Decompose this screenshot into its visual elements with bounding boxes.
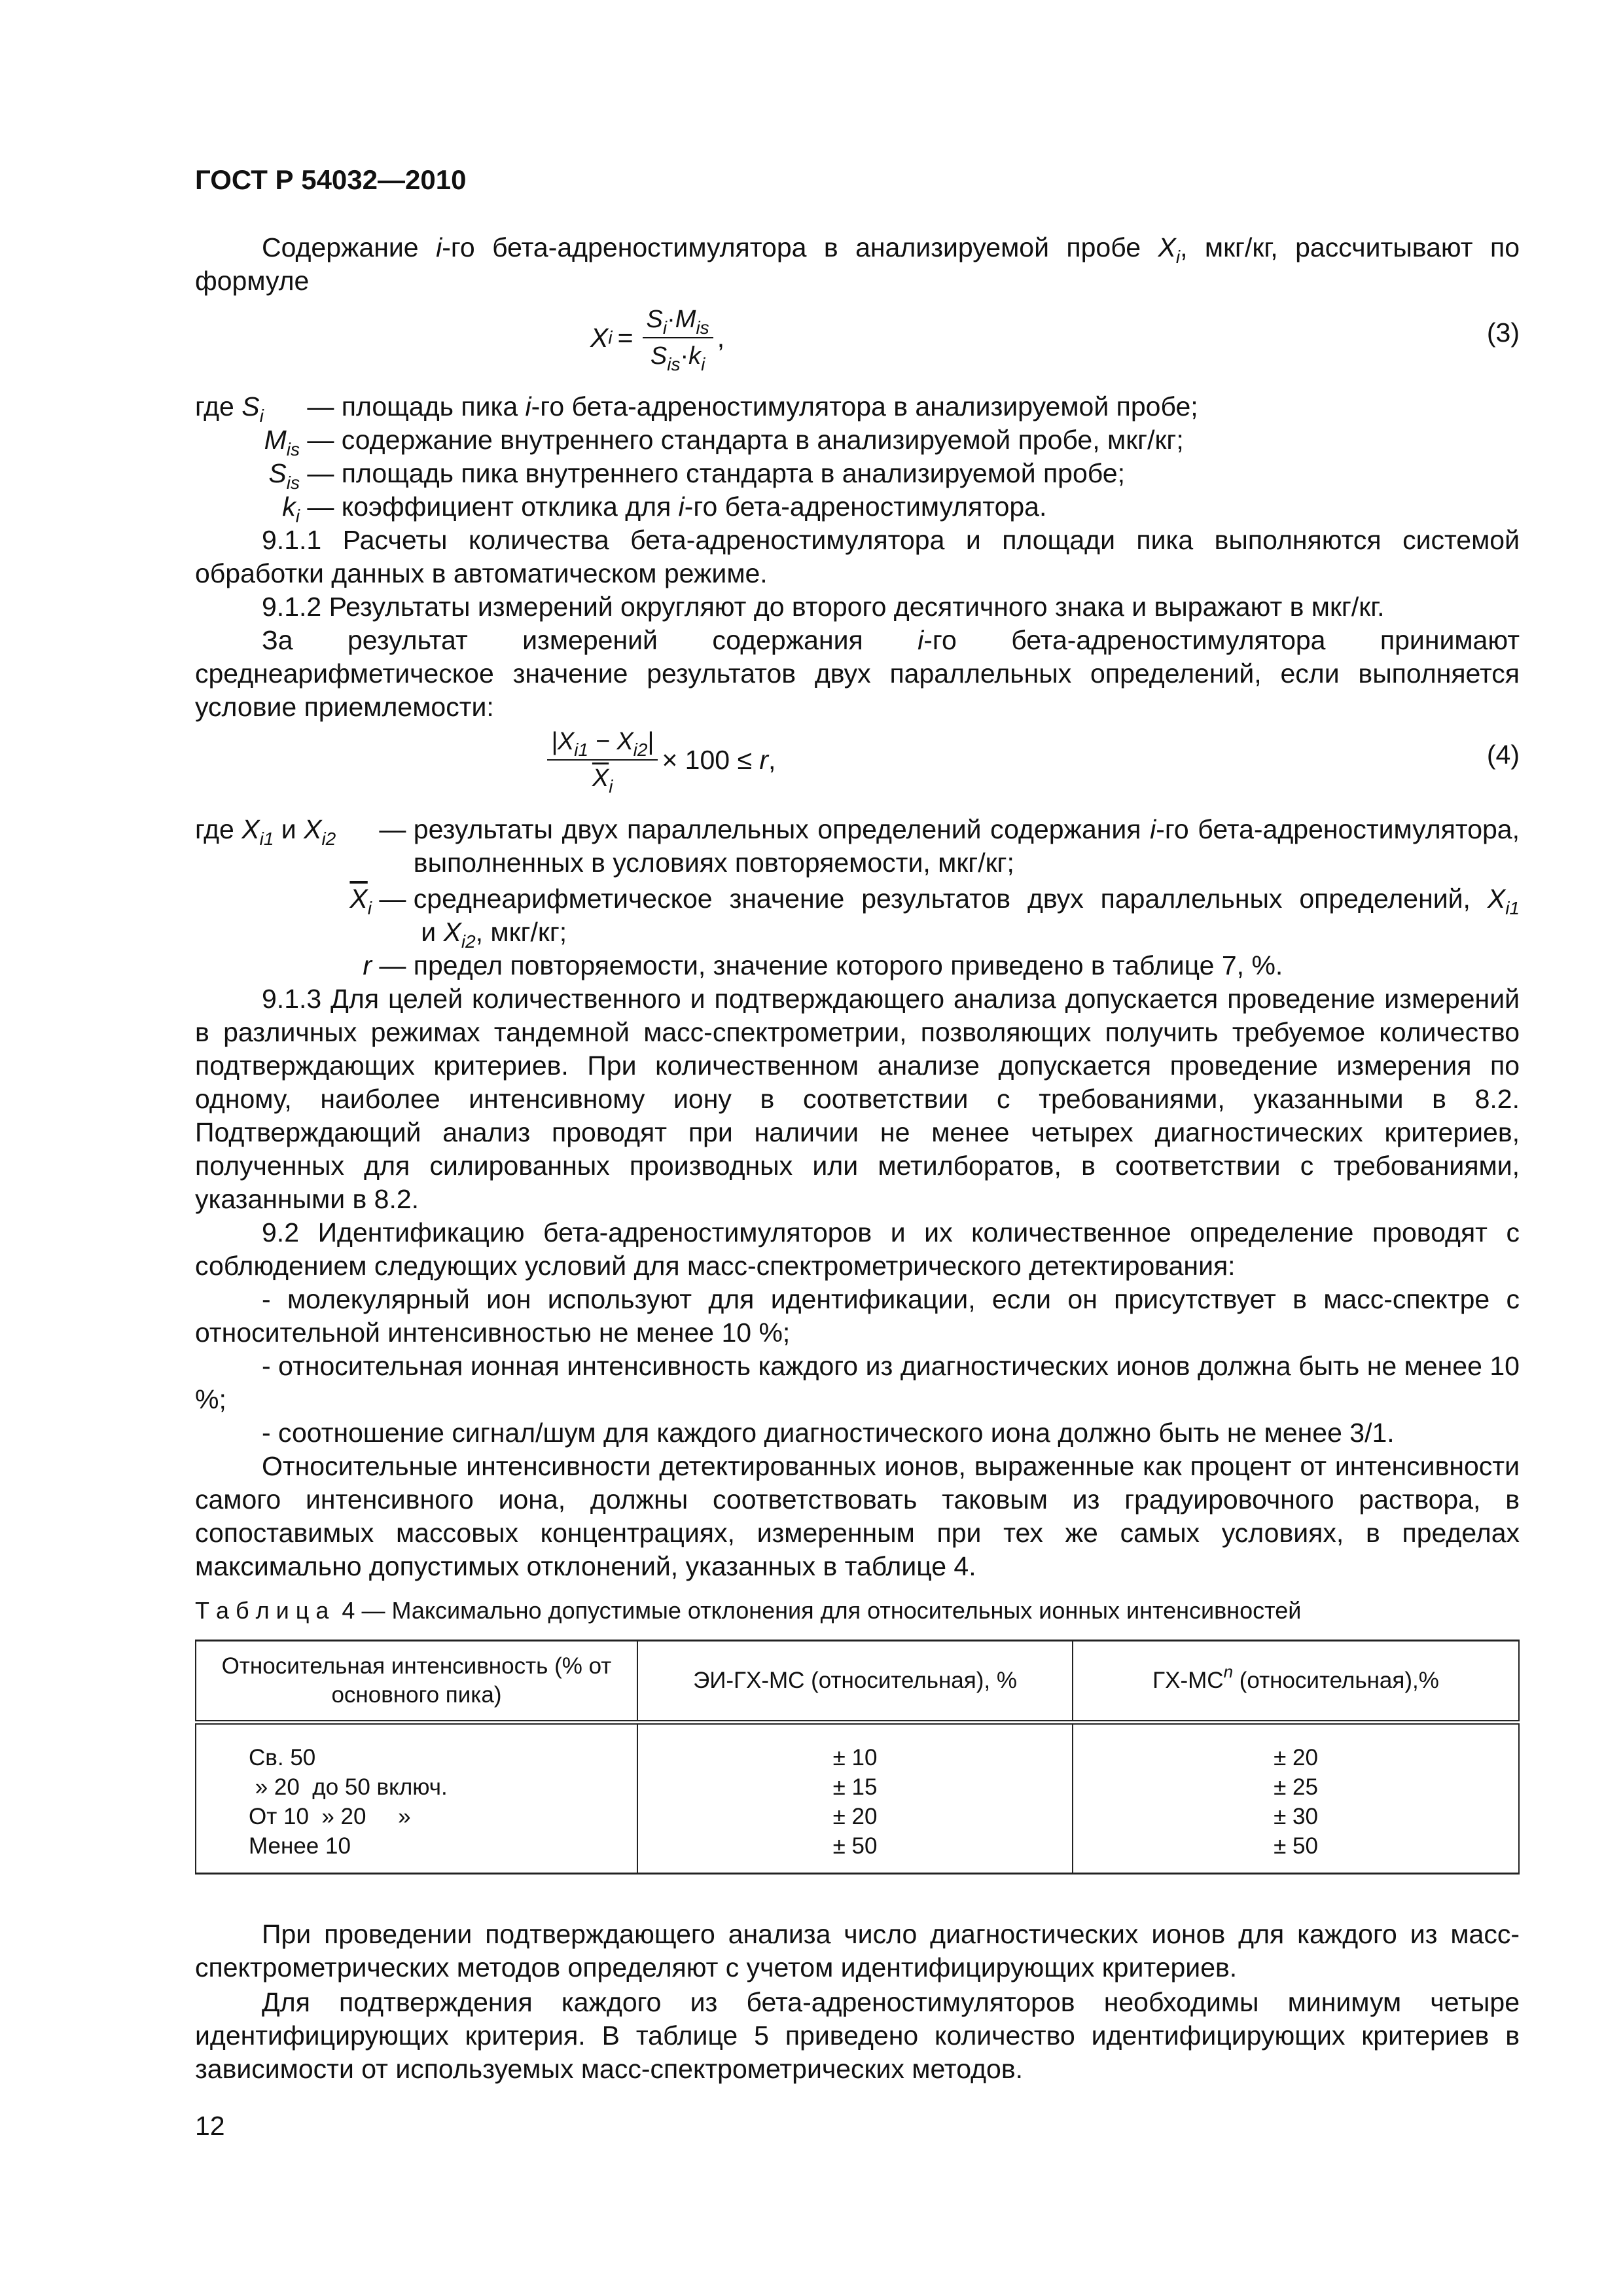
sym: X [1487, 884, 1506, 914]
subscript: i [1175, 247, 1181, 267]
text: (относительная),% [1233, 1668, 1439, 1693]
dot: · [680, 342, 689, 370]
cell: Св. 50 [196, 1723, 637, 1773]
cell: От 10 » 20 » [196, 1802, 637, 1831]
text: коэффициент отклика для [341, 492, 679, 522]
text: ГХ-МС [1152, 1668, 1224, 1693]
sym: S [646, 306, 663, 333]
where-item [195, 813, 1520, 880]
dot: · [667, 306, 675, 333]
sym: r [363, 950, 372, 980]
var: i [918, 625, 924, 655]
text: Содержание [262, 232, 437, 262]
where-list-1 [195, 390, 1520, 524]
text: и [274, 814, 304, 844]
formula-3-body [590, 304, 725, 374]
formula-4 [195, 726, 1520, 798]
table-caption [195, 1596, 1520, 1625]
caption-text: — Максимально допустимые отклонения для относительных ионных интенсивностей [355, 1597, 1302, 1624]
sym: X [241, 814, 260, 844]
subscript: i [367, 898, 372, 918]
numerator [547, 726, 658, 761]
where-item [195, 949, 1520, 982]
final-paragraph: Для подтверждения каждого из бета-адреностимуляторов необходимы минимум четыре идентифицирующих критерия. В таблице 5 приведено количество идентифицирующих критериев в зависимости от используемых масс-спектрометрических методов. [195, 1987, 1520, 2084]
header-gc-ms-n [1073, 1641, 1519, 1723]
where-list-2 [195, 813, 1520, 982]
subscript: i [609, 776, 613, 797]
cell: ± 10 [637, 1723, 1073, 1773]
text: -го бета-адреностимулятора в анализируемой пробе [442, 232, 1158, 262]
intro-paragraph [195, 231, 1520, 298]
sym: k [688, 342, 702, 370]
var: i [678, 492, 685, 522]
text: где [195, 391, 242, 422]
where-item [195, 390, 1520, 426]
text: За результат измерений содержания [262, 625, 918, 655]
cell: » 20 до 50 включ. [196, 1772, 637, 1802]
cell: ± 20 [637, 1802, 1073, 1831]
subscript: i1 [574, 740, 589, 760]
dash: — [372, 884, 414, 914]
where-item [195, 882, 1520, 952]
subscript: i2 [633, 740, 648, 760]
section-9-1-1: 9.1.1 Расчеты количества бета-адреностимулятора и площади пика выполняются системой обработки данных в автоматическом режиме. [195, 525, 1520, 588]
header-ei-gc-ms: ЭИ-ГХ-МС (относительная), % [637, 1641, 1073, 1723]
dash: — [372, 950, 414, 980]
var: i [525, 391, 531, 422]
formula-3 [195, 304, 1520, 376]
cell: ± 50 [1073, 1831, 1519, 1874]
sym: $\overline{X}$ [349, 884, 368, 914]
lhs: X [590, 322, 609, 353]
subscript: is [286, 439, 300, 459]
numerator [643, 304, 713, 338]
text: содержание внутреннего стандарта в анализируемой пробе, мкг/кг; [341, 425, 1184, 455]
cell: ± 30 [1073, 1802, 1519, 1831]
comma: , [717, 322, 725, 353]
text: площадь пика [341, 391, 526, 422]
bullet-item: - соотношение сигнал/шум для каждого диагностического иона должно быть не менее 3/1. [262, 1418, 1395, 1448]
equation-number: (3) [1486, 317, 1520, 348]
bullet-item: - молекулярный ион используют для идентификации, если он присутствует в масс-спектре с относительной интенсивностью не менее 10 %; [195, 1284, 1520, 1348]
text: -го бета-адреностимулятора в анализируемой пробе; [531, 391, 1198, 422]
subscript: i2 [321, 829, 336, 849]
text: , мкг/кг; [475, 917, 567, 947]
table-header-row [196, 1641, 1519, 1723]
text: -го бета-адреностимулятора, выполненных в условиях повторяемости, мкг/кг; [413, 814, 1520, 878]
section-9-2: 9.2 Идентификацию бета-адреностимуляторов и их количественное определение проводят с соблюдением следующих условий для масс-спектрометрического детектирования: [195, 1217, 1520, 1281]
table-row [196, 1831, 1519, 1874]
denominator [647, 338, 709, 374]
sym: X [443, 917, 461, 947]
text: среднеарифметическое значение результатов двух параллельных определений, [413, 884, 1488, 914]
where-item [195, 423, 1520, 457]
relative-intensity-paragraph: Относительные интенсивности детектированных ионов, выраженные как процент от интенсивности самого интенсивного иона, должны соответствовать таковым из градуировочного раствора, в сопоставимых массовых концентрациях, измеренным при тех же самых условиях, в пределах максимально допустимых отклонений, указанных в таблице 4. [195, 1451, 1520, 1581]
sym: $\overline{X}$ [592, 764, 609, 792]
section-9-1-2: 9.1.2 Результаты измерений округляют до второго десятичного знака и выражают в мкг/кг. [262, 592, 1385, 622]
fraction [547, 726, 658, 797]
dash: — [300, 391, 342, 422]
text: -го бета-адреностимулятора принимают среднеарифметическое значение результатов двух параллельных определений, если выполняется условие приемлемости: [195, 625, 1520, 722]
dash: — [372, 814, 414, 844]
result-paragraph [195, 624, 1520, 724]
sym: S [268, 458, 287, 488]
subscript: i [295, 506, 300, 526]
cell: Менее 10 [196, 1831, 637, 1874]
cell: ± 25 [1073, 1772, 1519, 1802]
dash: — [300, 458, 342, 488]
table-row [196, 1772, 1519, 1802]
subscript: i [701, 354, 705, 374]
text: -го бета-адреностимулятора. [684, 492, 1047, 522]
subscript: i [608, 327, 613, 348]
text: результаты двух параллельных определений содержания [413, 814, 1150, 844]
table-row [196, 1802, 1519, 1831]
bullet-item: - относительная ионная интенсивность каждого из диагностических ионов должна быть не менее 10 %; [195, 1351, 1520, 1414]
cell: ± 15 [637, 1772, 1073, 1802]
superscript: n [1223, 1662, 1234, 1681]
dash: — [300, 492, 342, 522]
sym: r [759, 744, 769, 775]
text: , мкг/кг, рассчитывают по формуле [195, 232, 1520, 296]
sym: − X [588, 728, 633, 755]
text: где [195, 814, 242, 844]
sym: |X [551, 728, 575, 755]
confirmation-paragraph: При проведении подтверждающего анализа число диагностических ионов для каждого из масс-спектрометрических методов определяют с учетом идентифицирующих критериев. [195, 1919, 1520, 1982]
cell: ± 50 [637, 1831, 1073, 1874]
text: и [413, 917, 444, 947]
sym: M [675, 306, 696, 333]
equation-number: (4) [1486, 740, 1520, 770]
denominator [588, 761, 617, 797]
section-9-1-3: 9.1.3 Для целей количественного и подтверждающего анализа допускается проведение измерений в различных режимах тандемной масс-спектрометрии, позволяющих получить требуемое количество подтверждающих критериев. При количественном анализе допускается проведение измерения по одному, наиболее интенсивному иону в соответствии с требованиями, указанными в 8.2. Подтверждающий анализ проводят при наличии не менее четырех диагностических критериев, полученных для силированных производных или метилборатов, в соответствии с требованиями, указанными в 8.2. [195, 984, 1520, 1214]
text: предел повторяемости, значение которого приведено в таблице 7, %. [413, 950, 1283, 980]
header-relative-intensity: Относительная интенсивность (% от основного пика) [196, 1641, 637, 1723]
var-i: i [436, 232, 442, 262]
sym: S [241, 391, 260, 422]
subscript: i1 [259, 829, 274, 849]
page-content [195, 164, 1520, 2143]
subscript: is [667, 354, 681, 374]
var-x: X [1158, 232, 1176, 262]
subscript: i [259, 406, 264, 426]
formula-4-body [543, 726, 776, 797]
comma: , [768, 744, 776, 775]
subscript: i1 [1505, 898, 1520, 918]
document-header: ГОСТ Р 54032—2010 [195, 164, 467, 195]
where-item [195, 457, 1520, 493]
subscript: i2 [461, 931, 476, 952]
text: площадь пика внутреннего стандарта в анализируемой пробе; [341, 458, 1126, 488]
page-number: 12 [195, 2111, 225, 2141]
abs-bar: | [647, 728, 654, 755]
sym: S [650, 342, 668, 370]
subscript: is [696, 317, 709, 338]
dash: — [300, 425, 342, 455]
sym: k [282, 492, 296, 522]
table-row [196, 1723, 1519, 1773]
sym: M [264, 425, 287, 455]
var: i [1150, 814, 1156, 844]
cell: ± 20 [1073, 1723, 1519, 1773]
table-4 [195, 1640, 1520, 1874]
subscript: is [286, 473, 300, 493]
fraction [643, 304, 713, 374]
operator: × 100 ≤ [662, 744, 760, 775]
subscript: i [662, 317, 668, 338]
where-item [195, 490, 1520, 524]
sym: X [304, 814, 322, 844]
equals: = [617, 322, 633, 353]
caption-label: Т а б л и ц а 4 [195, 1597, 355, 1624]
